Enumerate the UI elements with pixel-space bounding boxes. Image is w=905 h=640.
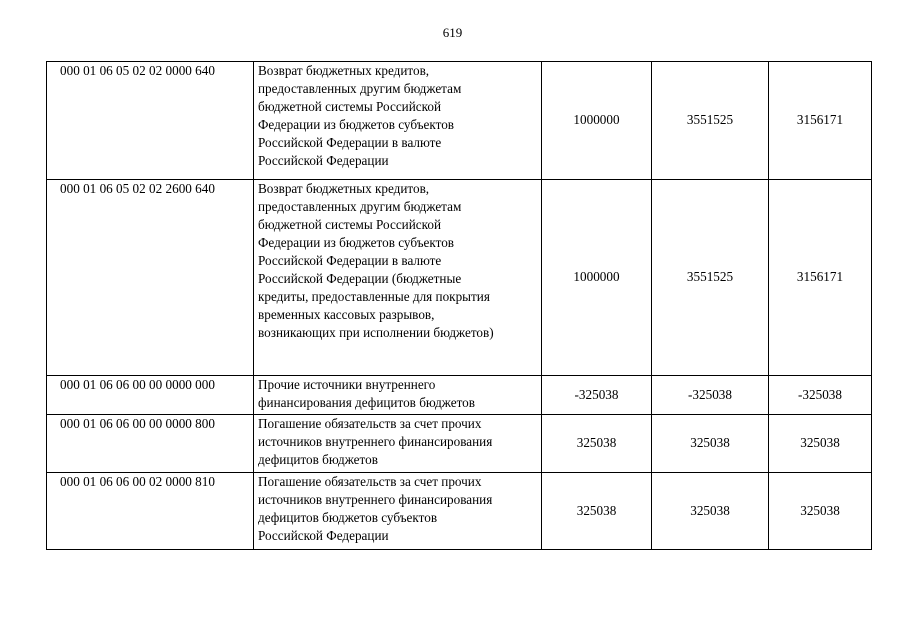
table-row <box>47 415 872 473</box>
source-name-line: Погашение обязательств за счет прочих <box>258 416 482 431</box>
budget-code-cell: 000 01 06 06 00 02 0000 810 <box>47 473 254 550</box>
value-cell-year-2: 3551525 <box>652 180 769 376</box>
source-name-line: источников внутреннего финансирования <box>258 492 493 507</box>
source-name-line: предоставленных другим бюджетам <box>258 199 462 214</box>
value-cell-year-2: -325038 <box>652 376 769 415</box>
source-name-cell <box>254 62 542 180</box>
source-name-line: Погашение обязательств за счет прочих <box>258 474 482 489</box>
value-cell-year-3: 325038 <box>769 473 872 550</box>
source-name-line: Возврат бюджетных кредитов, <box>258 181 430 196</box>
value-cell-year-2: 3551525 <box>652 62 769 180</box>
budget-code-cell: 000 01 06 05 02 02 2600 640 <box>47 180 254 376</box>
table-row <box>47 180 872 376</box>
source-name-line: возникающих при исполнении бюджетов) <box>258 325 494 340</box>
budget-code-cell: 000 01 06 06 00 00 0000 000 <box>47 376 254 415</box>
budget-code-cell: 000 01 06 05 02 02 0000 640 <box>47 62 254 180</box>
source-name-line: предоставленных другим бюджетам <box>258 81 462 96</box>
source-name-line: Российской Федерации <box>258 528 389 543</box>
value-cell-year-1: 1000000 <box>542 180 652 376</box>
budget-sources-table <box>46 61 872 550</box>
source-name-line: финансирования дефицитов бюджетов <box>258 395 476 410</box>
source-name-line: Российской Федерации (бюджетные <box>258 271 462 286</box>
source-name-line: Возврат бюджетных кредитов, <box>258 63 430 78</box>
value-cell-year-1: -325038 <box>542 376 652 415</box>
source-name-line: Федерации из бюджетов субъектов <box>258 235 455 250</box>
source-name-line: бюджетной системы Российской <box>258 217 442 232</box>
source-name-line: кредиты, предоставленные для покрытия <box>258 289 490 304</box>
value-cell-year-3: 3156171 <box>769 62 872 180</box>
table-row <box>47 376 872 415</box>
value-cell-year-1: 325038 <box>542 473 652 550</box>
budget-code-cell: 000 01 06 06 00 00 0000 800 <box>47 415 254 473</box>
source-name-line: временных кассовых разрывов, <box>258 307 435 322</box>
source-name-cell <box>254 376 542 415</box>
page-number: 619 <box>442 25 463 40</box>
source-name-cell <box>254 180 542 376</box>
source-name-line: бюджетной системы Российской <box>258 99 442 114</box>
source-name-cell <box>254 415 542 473</box>
value-cell-year-3: 3156171 <box>769 180 872 376</box>
source-name-line: источников внутреннего финансирования <box>258 434 493 449</box>
value-cell-year-2: 325038 <box>652 473 769 550</box>
value-cell-year-3: -325038 <box>769 376 872 415</box>
value-cell-year-1: 325038 <box>542 415 652 473</box>
source-name-line: Прочие источники внутреннего <box>258 377 436 392</box>
source-name-line: дефицитов бюджетов <box>258 452 378 467</box>
source-name-line: Федерации из бюджетов субъектов <box>258 117 455 132</box>
source-name-line: Российской Федерации в валюте <box>258 135 442 150</box>
source-name-line: дефицитов бюджетов субъектов <box>258 510 438 525</box>
source-name-cell <box>254 473 542 550</box>
table-row <box>47 62 872 180</box>
source-name-line: Российской Федерации <box>258 153 389 168</box>
value-cell-year-3: 325038 <box>769 415 872 473</box>
value-cell-year-2: 325038 <box>652 415 769 473</box>
table-row <box>47 473 872 550</box>
value-cell-year-1: 1000000 <box>542 62 652 180</box>
source-name-line: Российской Федерации в валюте <box>258 253 442 268</box>
